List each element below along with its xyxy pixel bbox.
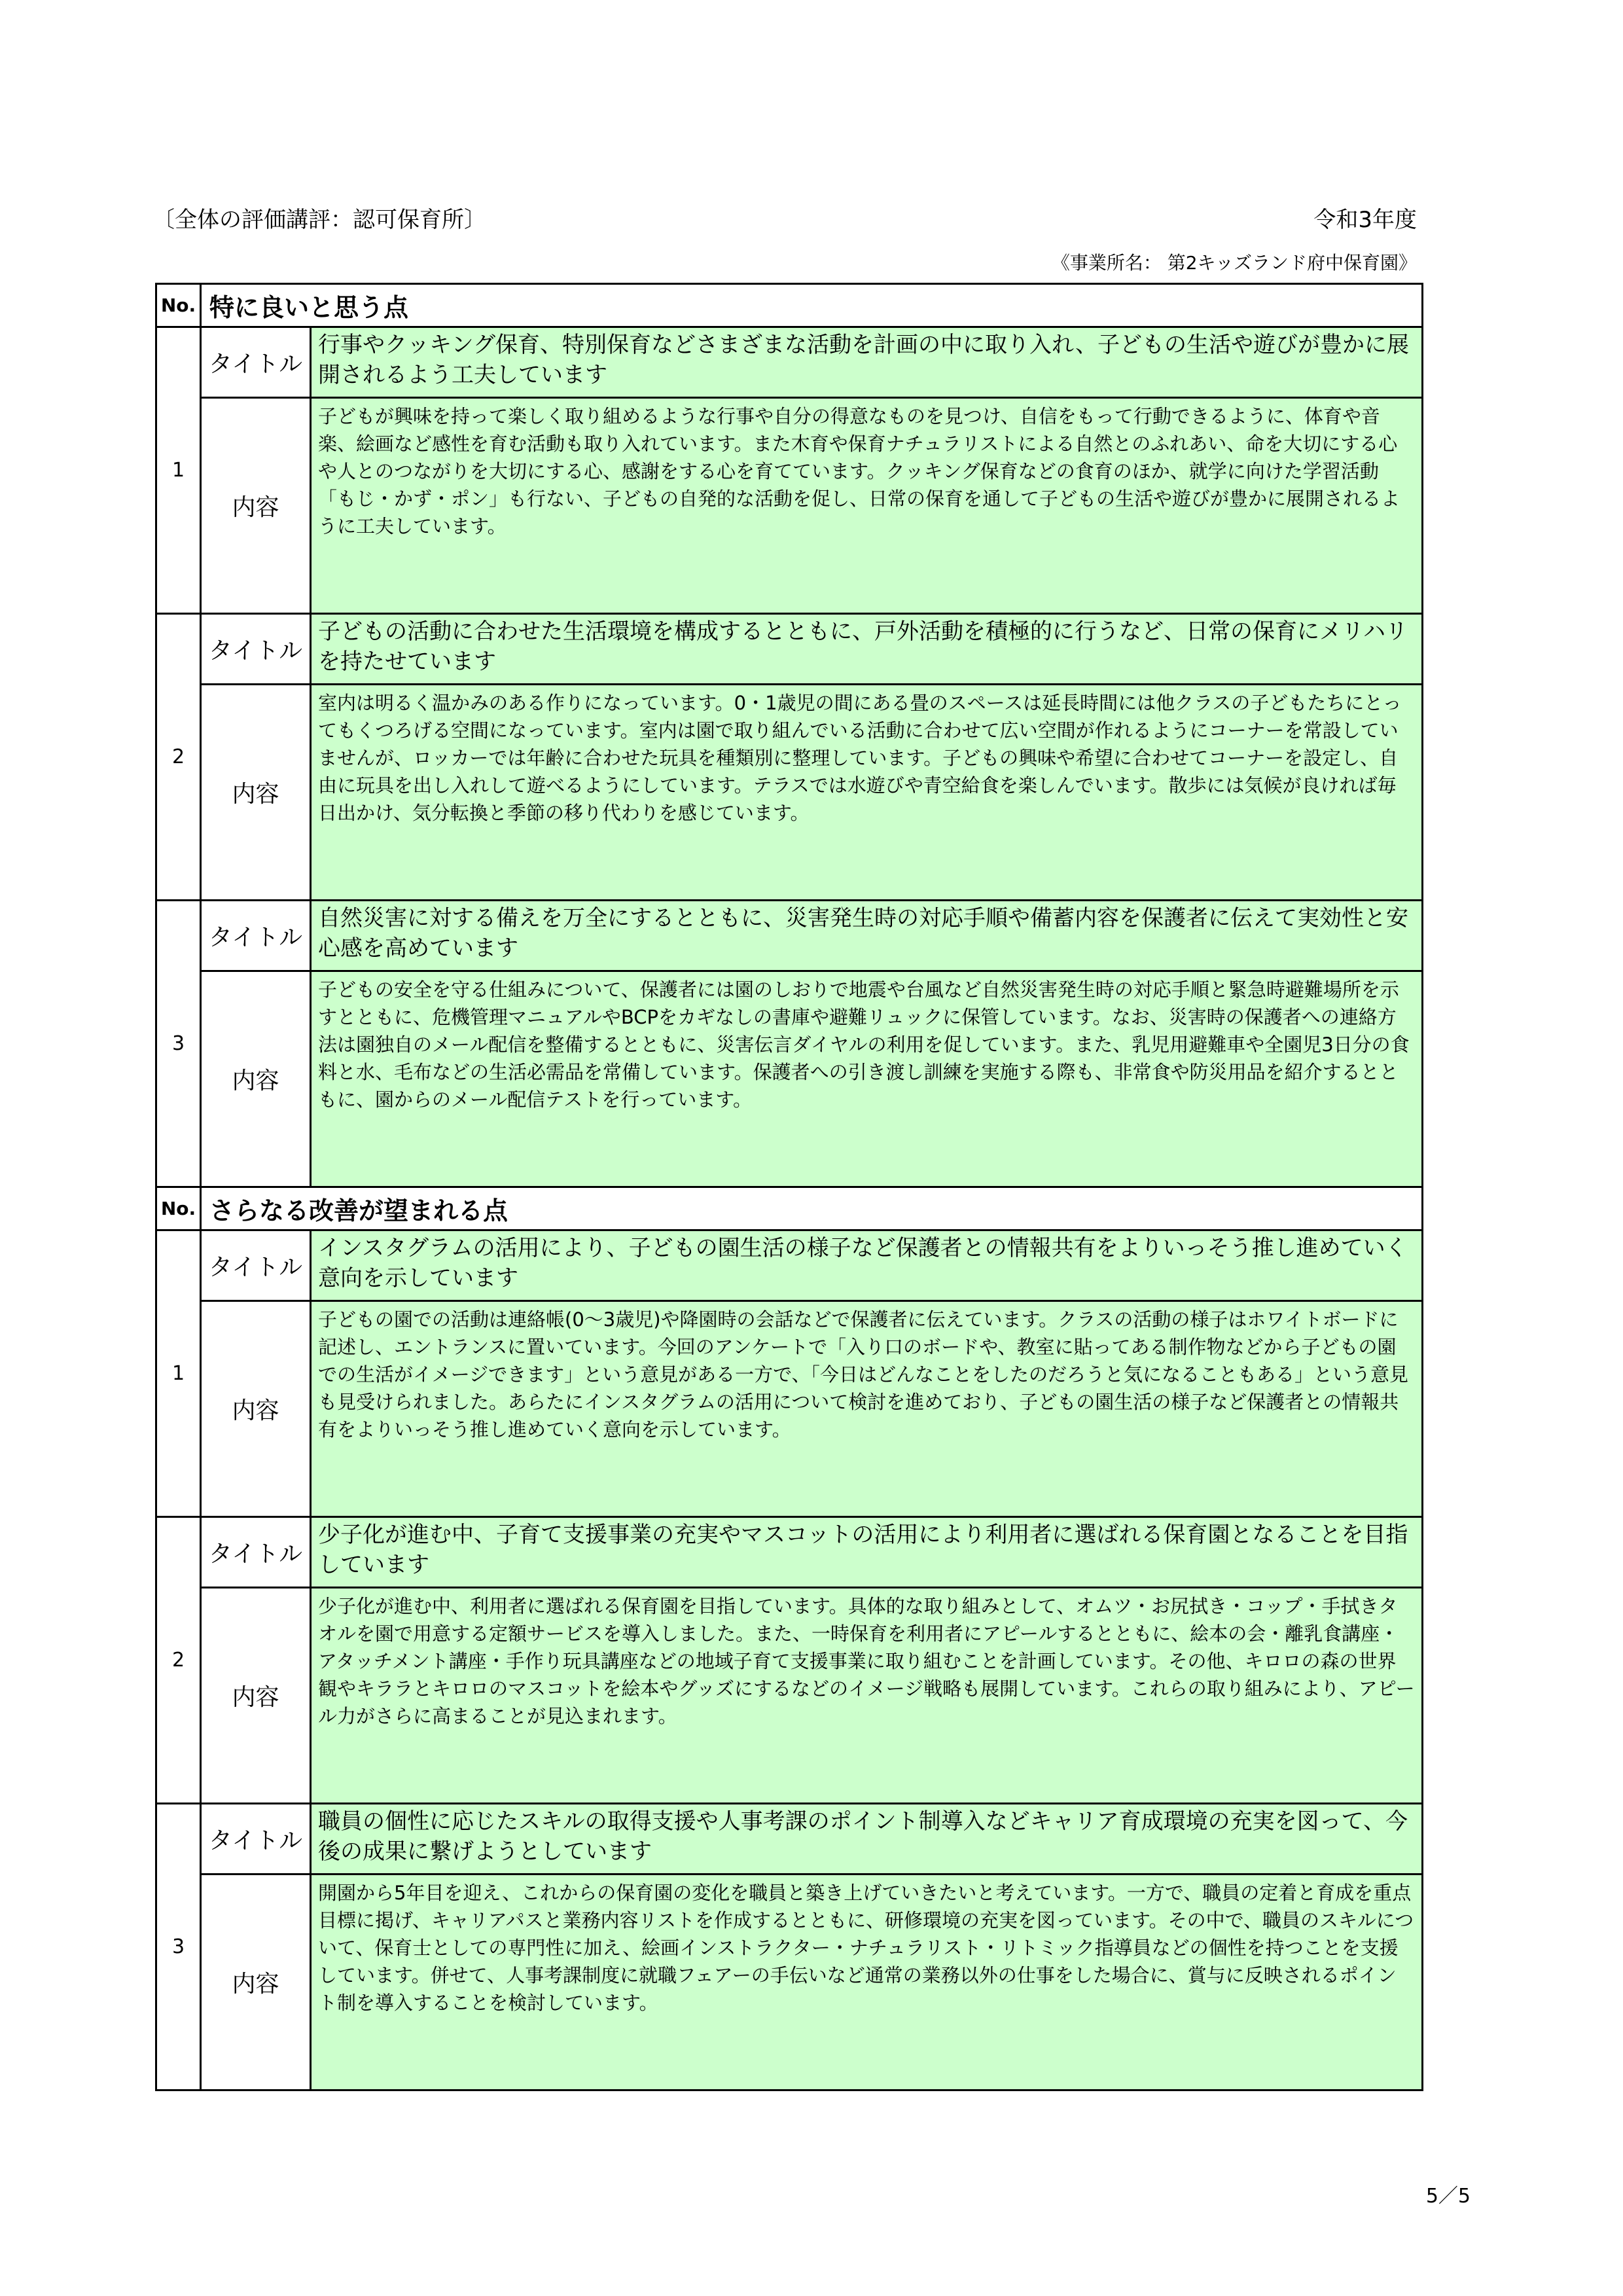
item-number: 3 <box>156 901 201 1187</box>
item-number: 1 <box>156 1230 201 1517</box>
title-label: タイトル <box>201 1230 311 1301</box>
content-label: 内容 <box>201 685 311 901</box>
item-title: 行事やクッキング保育、特別保育などさまざまな活動を計画の中に取り入れ、子どもの生活や遊びが豊かに展開されるよう工夫しています <box>311 327 1423 398</box>
item-title: インスタグラムの活用により、子どもの園生活の様子など保護者との情報共有をよりいっそう推し進めていく意向を示しています <box>311 1230 1423 1301</box>
report-heading: 〔全体の評価講評：認可保育所〕 <box>152 207 486 233</box>
no-header: No. <box>156 284 201 327</box>
section-heading-improve: さらなる改善が望まれる点 <box>201 1187 1423 1230</box>
title-label: タイトル <box>201 1517 311 1588</box>
item-content: 開園から5年目を迎え、これからの保育園の変化を職員と築き上げていきたいと考えています。一方で、職員の定着と育成を重点目標に掲げ、キャリアパスと業務内容リストを作成するとともに、研修環境の充実を図っています。その中で、職員のスキルについて、保育士としての専門性に加え、絵画インストラクター・ナチュラリスト・リトミック指導員などの個性を持つことを支援しています。併せて、人事考課制度に就職フェアーの手伝いなど通常の業務以外の仕事をした場合に、賞与に反映されるポイント制を導入することを検討しています。 <box>311 1874 1423 2090</box>
item-number: 2 <box>156 1517 201 1804</box>
item-content: 室内は明るく温かみのある作りになっています。0・1歳児の間にある畳のスペースは延長時間には他クラスの子どもたちにとってもくつろげる空間になっています。室内は園で取り組んでいる活動に合わせて広い空間が作れるようにコーナーを常設していませんが、ロッカーでは年齢に合わせた玩具を種類別に整理しています。子どもの興味や希望に合わせてコーナーを設定し、自由に玩具を出し入れして遊べるようにしています。テラスでは水遊びや青空給食を楽しんでいます。散歩には気候が良ければ毎日出かけ、気分転換と季節の移り代わりを感じています。 <box>311 685 1423 901</box>
item-title: 子どもの活動に合わせた生活環境を構成するとともに、戸外活動を積極的に行うなど、日常の保育にメリハリを持たせています <box>311 614 1423 685</box>
item-title: 少子化が進む中、子育て支援事業の充実やマスコットの活用により利用者に選ばれる保育園となることを目指しています <box>311 1517 1423 1588</box>
improvement-points-table <box>155 1186 1423 2091</box>
item-title: 職員の個性に応じたスキルの取得支援や人事考課のポイント制導入などキャリア育成環境の充実を図って、今後の成果に繋げようとしています <box>311 1804 1423 1874</box>
section-heading-good: 特に良いと思う点 <box>201 284 1423 327</box>
no-header: No. <box>156 1187 201 1230</box>
office-name: 《事業所名： 第2キッズランド府中保育園》 <box>1051 252 1417 274</box>
title-label: タイトル <box>201 1804 311 1874</box>
content-label: 内容 <box>201 398 311 614</box>
item-content: 子どもの安全を守る仕組みについて、保護者には園のしおりで地震や台風など自然災害発生時の対応手順と緊急時避難場所を示すとともに、危機管理マニュアルやBCPをカギなしの書庫や避難リュックに保管しています。なお、災害時の保護者への連絡方法は園独自のメール配信を整備するとともに、災害伝言ダイヤルの利用を促しています。また、乳児用避難車や全園児3日分の食料と水、毛布などの生活必需品を常備しています。保護者への引き渡し訓練を実施する際も、非常食や防災用品を紹介するとともに、園からのメール配信テストを行っています。 <box>311 971 1423 1187</box>
content-label: 内容 <box>201 1588 311 1804</box>
content-label: 内容 <box>201 1301 311 1517</box>
title-label: タイトル <box>201 901 311 971</box>
fiscal-year: 令和3年度 <box>1313 207 1417 233</box>
item-number: 2 <box>156 614 201 901</box>
item-content: 子どもの園での活動は連絡帳(0～3歳児)や降園時の会話などで保護者に伝えています。クラスの活動の様子はホワイトボードに記述し、エントランスに置いています。今回のアンケートで「入り口のボードや、教室に貼ってある制作物などから子どもの園での生活がイメージできます」という意見がある一方で、「今日はどんなことをしたのだろうと気になることもある」という意見も見受けられました。あらたにインスタグラムの活用について検討を進めており、子どもの園生活の様子など保護者との情報共有をよりいっそう推し進めていく意向を示しています。 <box>311 1301 1423 1517</box>
content-label: 内容 <box>201 971 311 1187</box>
item-number: 1 <box>156 327 201 614</box>
content-label: 内容 <box>201 1874 311 2090</box>
title-label: タイトル <box>201 327 311 398</box>
item-content: 子どもが興味を持って楽しく取り組めるような行事や自分の得意なものを見つけ、自信をもって行動できるように、体育や音楽、絵画など感性を育む活動も取り入れています。また木育や保育ナチュラリストによる自然とのふれあい、命を大切にする心や人とのつながりを大切にする心、感謝をする心を育てています。クッキング保育などの食育のほか、就学に向けた学習活動「もじ・かず・ポン」も行ない、子どもの自発的な活動を促し、日常の保育を通して子どもの生活や遊びが豊かに展開されるように工夫しています。 <box>311 398 1423 614</box>
page-number: 5／5 <box>1425 2185 1471 2208</box>
good-points-table <box>155 283 1423 1188</box>
item-content: 少子化が進む中、利用者に選ばれる保育園を目指しています。具体的な取り組みとして、オムツ・お尻拭き・コップ・手拭きタオルを園で用意する定額サービスを導入しました。また、一時保育を利用者にアピールするとともに、絵本の会・離乳食講座・アタッチメント講座・手作り玩具講座などの地域子育て支援事業に取り組むことを計画しています。その他、キロロの森の世界観やキララとキロロのマスコットを絵本やグッズにするなどのイメージ戦略も展開しています。これらの取り組みにより、アピール力がさらに高まることが見込まれます。 <box>311 1588 1423 1804</box>
title-label: タイトル <box>201 614 311 685</box>
item-number: 3 <box>156 1804 201 2090</box>
item-title: 自然災害に対する備えを万全にするとともに、災害発生時の対応手順や備蓄内容を保護者に伝えて実効性と安心感を高めています <box>311 901 1423 971</box>
